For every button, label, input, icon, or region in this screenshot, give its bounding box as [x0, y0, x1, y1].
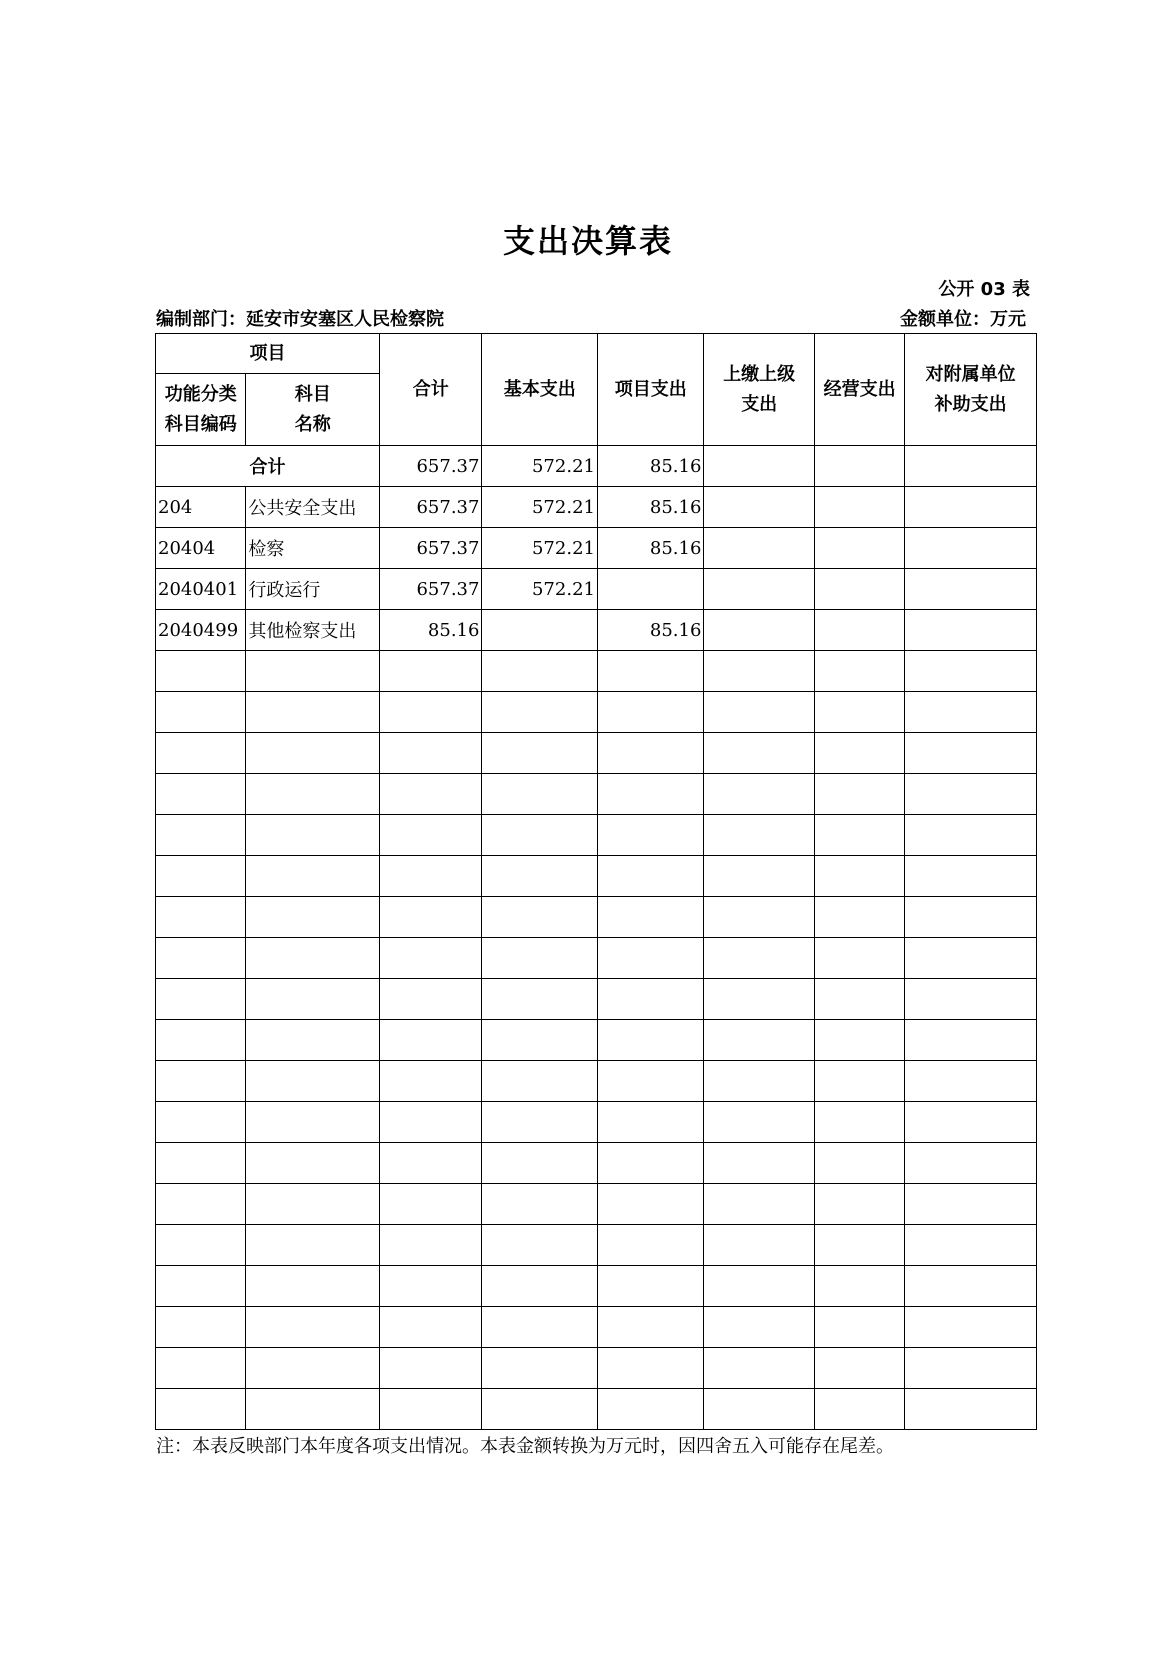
- header-project: 项目支出: [597, 334, 703, 446]
- header-subsidy-line2: 补助支出: [934, 393, 1007, 415]
- empty-cell: [246, 897, 380, 938]
- empty-cell: [246, 651, 380, 692]
- empty-cell: [704, 979, 815, 1020]
- total-row-subsidy: [905, 446, 1037, 487]
- empty-cell: [704, 1102, 815, 1143]
- header-code: [156, 374, 246, 446]
- empty-cell: [380, 856, 482, 897]
- empty-cell: [246, 1266, 380, 1307]
- header-operating: 经营支出: [814, 334, 904, 446]
- header-name-line1: 科目: [294, 383, 331, 405]
- empty-cell: [482, 1020, 598, 1061]
- cell-remit: [704, 569, 815, 610]
- empty-cell: [156, 1061, 246, 1102]
- empty-cell: [482, 1266, 598, 1307]
- empty-cell: [380, 774, 482, 815]
- empty-cell: [380, 1225, 482, 1266]
- unit-label: 金额单位：万元: [900, 309, 1026, 330]
- empty-cell: [597, 979, 703, 1020]
- empty-cell: [905, 692, 1037, 733]
- cell-project: 85.16: [597, 487, 703, 528]
- total-row-project: 85.16: [597, 446, 703, 487]
- empty-cell: [704, 1225, 815, 1266]
- header-basic: 基本支出: [482, 334, 598, 446]
- empty-cell: [246, 1307, 380, 1348]
- empty-row: [156, 651, 1037, 692]
- empty-cell: [156, 1184, 246, 1225]
- empty-cell: [156, 1143, 246, 1184]
- empty-cell: [380, 1389, 482, 1430]
- empty-cell: [597, 651, 703, 692]
- empty-cell: [246, 1225, 380, 1266]
- header-name-line2: 名称: [294, 413, 331, 435]
- empty-cell: [597, 1348, 703, 1389]
- empty-row: [156, 1020, 1037, 1061]
- empty-row: [156, 1143, 1037, 1184]
- empty-cell: [597, 1143, 703, 1184]
- cell-total: 657.37: [380, 569, 482, 610]
- empty-cell: [380, 1143, 482, 1184]
- empty-row: [156, 1225, 1037, 1266]
- empty-cell: [156, 856, 246, 897]
- empty-cell: [814, 1102, 904, 1143]
- cell-basic: 572.21: [482, 569, 598, 610]
- empty-cell: [905, 1020, 1037, 1061]
- empty-cell: [704, 774, 815, 815]
- empty-cell: [905, 1389, 1037, 1430]
- empty-cell: [482, 1225, 598, 1266]
- empty-cell: [380, 979, 482, 1020]
- empty-cell: [246, 1184, 380, 1225]
- cell-subsidy: [905, 569, 1037, 610]
- empty-cell: [482, 1061, 598, 1102]
- cell-subsidy: [905, 528, 1037, 569]
- header-name: [246, 374, 380, 446]
- empty-cell: [246, 979, 380, 1020]
- empty-cell: [156, 774, 246, 815]
- empty-cell: [704, 938, 815, 979]
- empty-cell: [156, 897, 246, 938]
- empty-cell: [814, 1307, 904, 1348]
- cell-total: 657.37: [380, 528, 482, 569]
- empty-row: [156, 1184, 1037, 1225]
- empty-cell: [597, 692, 703, 733]
- cell-basic: [482, 610, 598, 651]
- empty-cell: [905, 733, 1037, 774]
- empty-cell: [704, 692, 815, 733]
- table-row: [156, 487, 1037, 528]
- empty-cell: [905, 815, 1037, 856]
- empty-cell: [704, 1020, 815, 1061]
- empty-cell: [704, 1348, 815, 1389]
- empty-cell: [814, 1266, 904, 1307]
- empty-cell: [597, 1184, 703, 1225]
- empty-cell: [156, 692, 246, 733]
- empty-cell: [380, 1061, 482, 1102]
- empty-cell: [597, 1225, 703, 1266]
- empty-cell: [905, 856, 1037, 897]
- empty-cell: [704, 856, 815, 897]
- empty-cell: [704, 1184, 815, 1225]
- cell-remit: [704, 487, 815, 528]
- expenditure-table: [155, 333, 1037, 1430]
- empty-cell: [597, 897, 703, 938]
- cell-code: 204: [156, 487, 246, 528]
- empty-cell: [597, 1266, 703, 1307]
- cell-name: 其他检察支出: [246, 610, 380, 651]
- total-row-remit: [704, 446, 815, 487]
- total-row-operating: [814, 446, 904, 487]
- empty-cell: [905, 1348, 1037, 1389]
- empty-cell: [482, 774, 598, 815]
- empty-row: [156, 815, 1037, 856]
- empty-cell: [704, 1061, 815, 1102]
- empty-cell: [905, 979, 1037, 1020]
- empty-row: [156, 1348, 1037, 1389]
- empty-row: [156, 979, 1037, 1020]
- total-row-total: 657.37: [380, 446, 482, 487]
- empty-row: [156, 692, 1037, 733]
- empty-cell: [482, 938, 598, 979]
- empty-row: [156, 1307, 1037, 1348]
- empty-cell: [905, 1225, 1037, 1266]
- empty-cell: [814, 774, 904, 815]
- cell-project: [597, 569, 703, 610]
- form-number: 公开 03 表: [938, 279, 1030, 300]
- header-subsidy: [905, 334, 1037, 446]
- empty-cell: [597, 1307, 703, 1348]
- cell-name: 行政运行: [246, 569, 380, 610]
- table-row: [156, 610, 1037, 651]
- empty-cell: [246, 774, 380, 815]
- empty-cell: [246, 1102, 380, 1143]
- empty-cell: [814, 1389, 904, 1430]
- empty-cell: [814, 979, 904, 1020]
- empty-cell: [156, 1348, 246, 1389]
- empty-cell: [597, 856, 703, 897]
- empty-cell: [814, 1184, 904, 1225]
- empty-cell: [814, 938, 904, 979]
- empty-cell: [905, 938, 1037, 979]
- empty-cell: [246, 1020, 380, 1061]
- empty-cell: [380, 897, 482, 938]
- total-row-label: 合计: [156, 446, 380, 487]
- empty-cell: [380, 1102, 482, 1143]
- cell-code: 2040401: [156, 569, 246, 610]
- header-remit-line2: 支出: [741, 393, 778, 415]
- empty-cell: [704, 1266, 815, 1307]
- cell-operating: [814, 569, 904, 610]
- empty-cell: [597, 1020, 703, 1061]
- empty-cell: [380, 651, 482, 692]
- empty-cell: [156, 733, 246, 774]
- empty-cell: [814, 856, 904, 897]
- total-row: [156, 446, 1037, 487]
- empty-cell: [156, 979, 246, 1020]
- empty-cell: [814, 1020, 904, 1061]
- empty-cell: [156, 938, 246, 979]
- empty-cell: [814, 815, 904, 856]
- empty-cell: [156, 1020, 246, 1061]
- table-row: [156, 528, 1037, 569]
- empty-cell: [246, 692, 380, 733]
- empty-cell: [597, 774, 703, 815]
- empty-cell: [597, 1061, 703, 1102]
- empty-cell: [704, 1143, 815, 1184]
- empty-cell: [380, 733, 482, 774]
- cell-code: 2040499: [156, 610, 246, 651]
- empty-row: [156, 1266, 1037, 1307]
- empty-cell: [482, 1389, 598, 1430]
- empty-row: [156, 1389, 1037, 1430]
- header-code-line2: 科目编码: [164, 413, 237, 435]
- header-item: 项目: [156, 334, 380, 374]
- header-code-line1: 功能分类: [164, 383, 237, 405]
- empty-cell: [482, 815, 598, 856]
- empty-cell: [905, 897, 1037, 938]
- empty-cell: [482, 733, 598, 774]
- cell-operating: [814, 528, 904, 569]
- empty-cell: [482, 1143, 598, 1184]
- cell-name: 公共安全支出: [246, 487, 380, 528]
- cell-remit: [704, 610, 815, 651]
- empty-cell: [905, 1102, 1037, 1143]
- empty-cell: [380, 692, 482, 733]
- cell-basic: 572.21: [482, 528, 598, 569]
- empty-cell: [246, 938, 380, 979]
- empty-cell: [814, 692, 904, 733]
- empty-cell: [156, 1266, 246, 1307]
- cell-total: 657.37: [380, 487, 482, 528]
- empty-cell: [380, 1348, 482, 1389]
- empty-cell: [246, 733, 380, 774]
- empty-cell: [482, 979, 598, 1020]
- empty-cell: [380, 1020, 482, 1061]
- cell-subsidy: [905, 610, 1037, 651]
- empty-cell: [704, 733, 815, 774]
- total-row-basic: 572.21: [482, 446, 598, 487]
- cell-name: 检察: [246, 528, 380, 569]
- footnote: 注：本表反映部门本年度各项支出情况。本表金额转换为万元时，因四舍五入可能存在尾差。: [156, 1436, 894, 1457]
- empty-cell: [814, 1061, 904, 1102]
- empty-cell: [482, 856, 598, 897]
- empty-cell: [380, 1184, 482, 1225]
- empty-cell: [814, 1348, 904, 1389]
- empty-cell: [246, 815, 380, 856]
- cell-code: 20404: [156, 528, 246, 569]
- department-label: 编制部门：延安市安塞区人民检察院: [156, 309, 444, 330]
- empty-cell: [704, 815, 815, 856]
- table-row: [156, 569, 1037, 610]
- empty-row: [156, 733, 1037, 774]
- empty-cell: [380, 1307, 482, 1348]
- empty-cell: [380, 938, 482, 979]
- empty-cell: [482, 1102, 598, 1143]
- empty-cell: [482, 651, 598, 692]
- empty-row: [156, 1061, 1037, 1102]
- cell-project: 85.16: [597, 610, 703, 651]
- empty-cell: [704, 897, 815, 938]
- empty-cell: [905, 1266, 1037, 1307]
- empty-cell: [814, 1225, 904, 1266]
- empty-row: [156, 938, 1037, 979]
- empty-cell: [246, 1389, 380, 1430]
- empty-cell: [597, 733, 703, 774]
- empty-cell: [246, 1348, 380, 1389]
- cell-project: 85.16: [597, 528, 703, 569]
- empty-cell: [482, 1307, 598, 1348]
- empty-cell: [156, 1225, 246, 1266]
- empty-row: [156, 1102, 1037, 1143]
- cell-subsidy: [905, 487, 1037, 528]
- empty-row: [156, 774, 1037, 815]
- empty-cell: [246, 1143, 380, 1184]
- empty-cell: [597, 1102, 703, 1143]
- cell-remit: [704, 528, 815, 569]
- empty-cell: [482, 1184, 598, 1225]
- empty-cell: [482, 1348, 598, 1389]
- empty-cell: [380, 815, 482, 856]
- empty-cell: [156, 651, 246, 692]
- cell-operating: [814, 610, 904, 651]
- header-total: 合计: [380, 334, 482, 446]
- empty-cell: [905, 1184, 1037, 1225]
- empty-cell: [704, 1389, 815, 1430]
- empty-cell: [482, 897, 598, 938]
- empty-cell: [156, 1307, 246, 1348]
- empty-cell: [156, 1389, 246, 1430]
- header-remit-line1: 上缴上级: [723, 363, 796, 385]
- empty-cell: [905, 651, 1037, 692]
- empty-cell: [814, 651, 904, 692]
- empty-row: [156, 897, 1037, 938]
- empty-cell: [246, 856, 380, 897]
- empty-cell: [597, 938, 703, 979]
- empty-cell: [905, 1307, 1037, 1348]
- header-subsidy-line1: 对附属单位: [925, 363, 1016, 385]
- page-title: 支出决算表: [502, 222, 673, 260]
- empty-cell: [905, 1061, 1037, 1102]
- cell-total: 85.16: [380, 610, 482, 651]
- empty-cell: [597, 1389, 703, 1430]
- header-remit: [704, 334, 815, 446]
- empty-row: [156, 856, 1037, 897]
- empty-cell: [814, 897, 904, 938]
- empty-cell: [380, 1266, 482, 1307]
- empty-cell: [156, 1102, 246, 1143]
- cell-operating: [814, 487, 904, 528]
- empty-cell: [905, 774, 1037, 815]
- empty-cell: [814, 1143, 904, 1184]
- empty-cell: [704, 651, 815, 692]
- empty-cell: [704, 1307, 815, 1348]
- empty-cell: [814, 733, 904, 774]
- empty-cell: [597, 815, 703, 856]
- empty-cell: [905, 1143, 1037, 1184]
- empty-cell: [246, 1061, 380, 1102]
- empty-cell: [156, 815, 246, 856]
- cell-basic: 572.21: [482, 487, 598, 528]
- empty-cell: [482, 692, 598, 733]
